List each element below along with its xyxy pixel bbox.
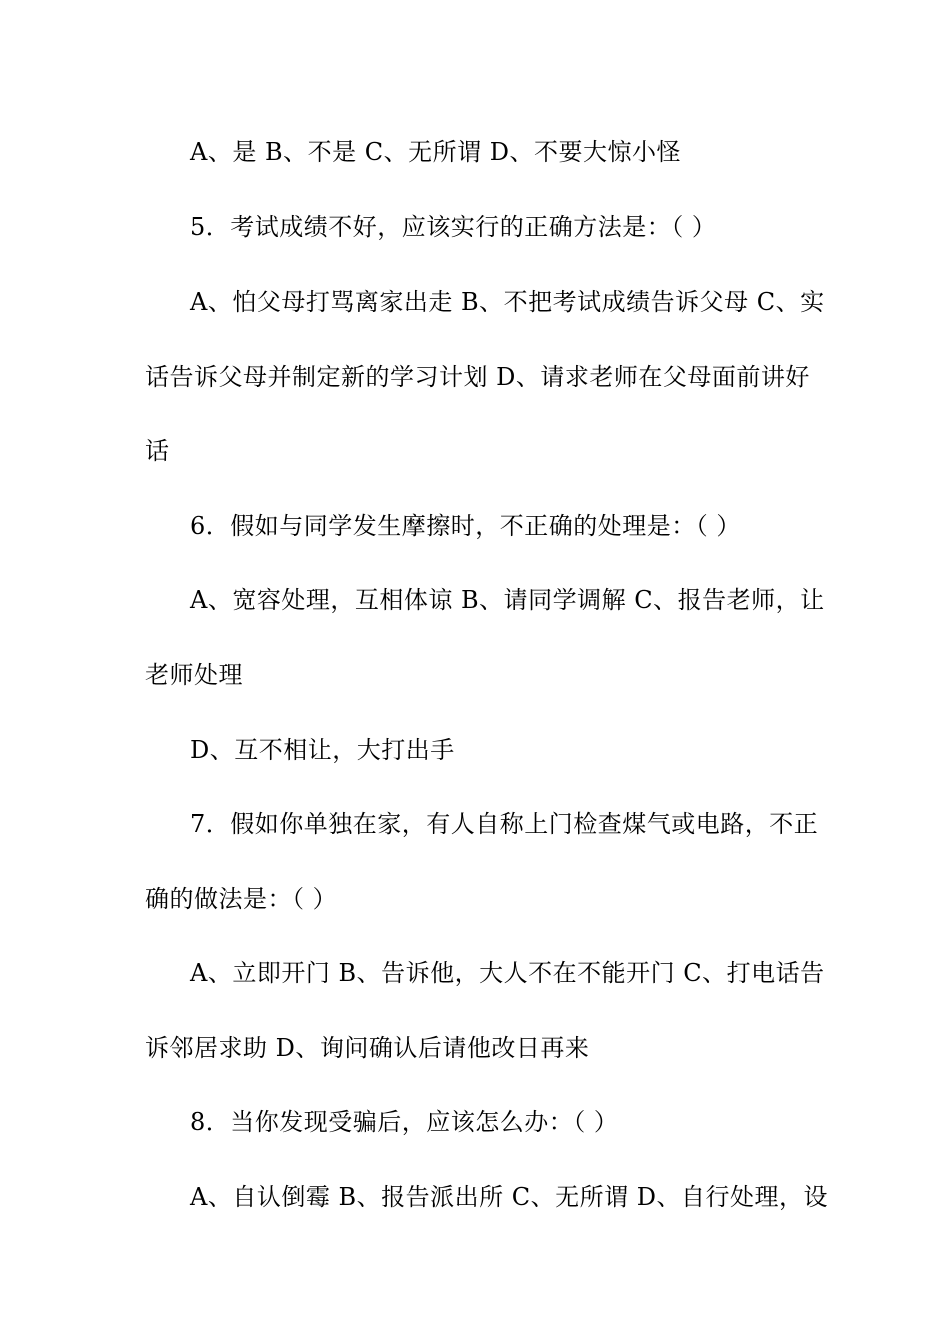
q5-options-line3: 话 bbox=[145, 437, 170, 465]
q5-question: 5．考试成绩不好，应该实行的正确方法是：（ ） bbox=[190, 213, 717, 241]
q6-option-d: D、互不相让，大打出手 bbox=[190, 736, 455, 764]
q7-question-line2: 确的做法是：（ ） bbox=[145, 885, 338, 913]
q6-options-line1: A、宽容处理，互相体谅 B、请同学调解 C、报告老师，让 bbox=[190, 586, 825, 614]
q4-options: A、是 B、不是 C、无所谓 D、不要大惊小怪 bbox=[190, 138, 681, 166]
q6-question: 6．假如与同学发生摩擦时，不正确的处理是：（ ） bbox=[190, 512, 741, 540]
q6-options-line2: 老师处理 bbox=[145, 661, 243, 689]
q7-options-line1: A、立即开门 B、告诉他，大人不在不能开门 C、打电话告 bbox=[190, 959, 825, 987]
q7-options-line2: 诉邻居求助 D、询问确认后请他改日再来 bbox=[145, 1034, 590, 1062]
q8-question: 8．当你发现受骗后，应该怎么办：（ ） bbox=[190, 1108, 619, 1136]
q8-options-line1: A、自认倒霉 B、报告派出所 C、无所谓 D、自行处理，设 bbox=[190, 1183, 828, 1211]
q5-options-line1: A、怕父母打骂离家出走 B、不把考试成绩告诉父母 C、实 bbox=[190, 288, 825, 316]
q5-options-line2: 话告诉父母并制定新的学习计划 D、请求老师在父母面前讲好 bbox=[145, 363, 810, 391]
q7-question-line1: 7．假如你单独在家，有人自称上门检查煤气或电路，不正 bbox=[190, 810, 819, 838]
